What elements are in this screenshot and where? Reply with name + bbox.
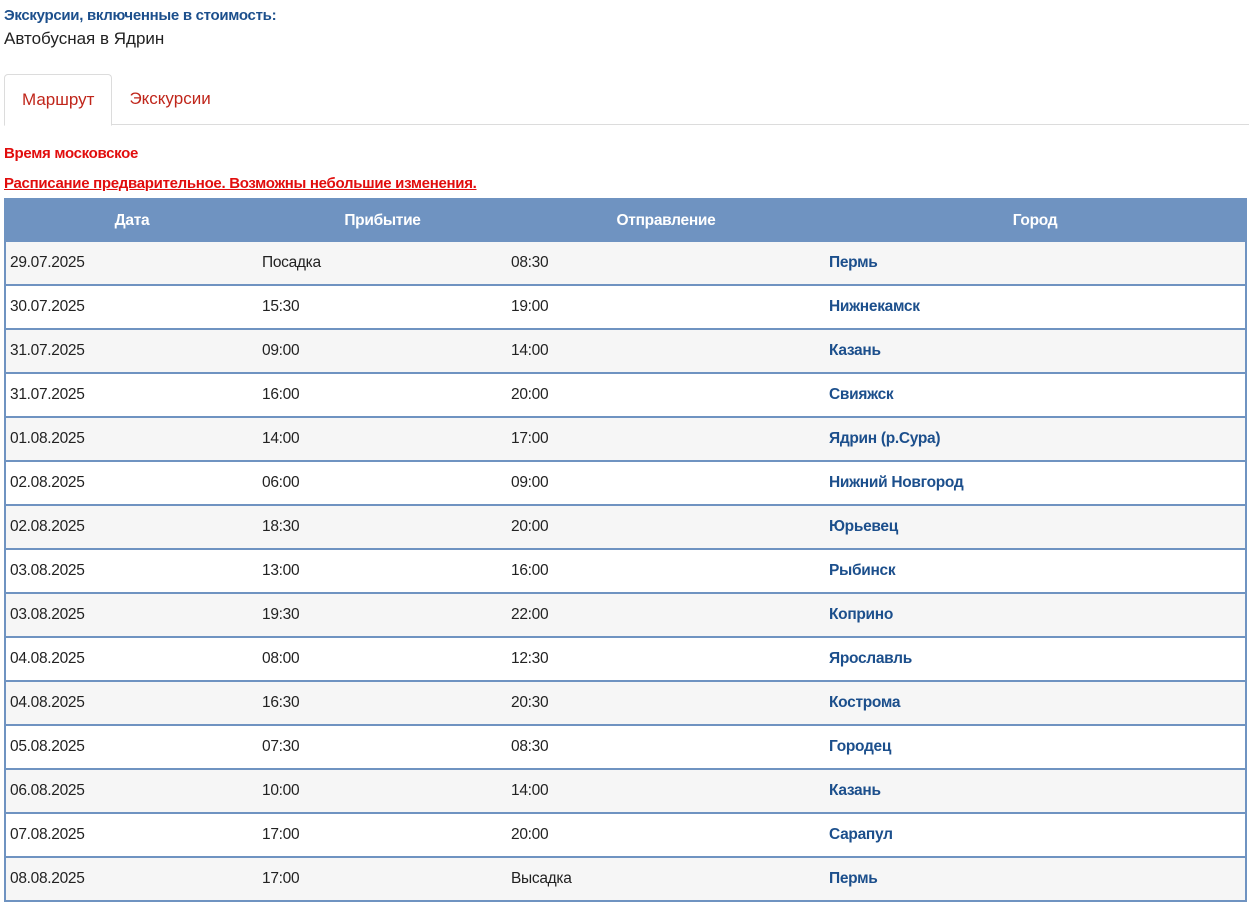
city-link[interactable]: Нижнекамск <box>829 298 920 315</box>
table-row <box>5 329 1246 373</box>
table-cell <box>5 725 258 769</box>
cell-arrival: 08:00 <box>262 650 300 667</box>
table-cell <box>507 461 825 505</box>
cell-departure: 20:00 <box>511 386 549 403</box>
cell-date: 07.08.2025 <box>10 826 85 843</box>
schedule-body <box>5 242 1246 901</box>
table-cell <box>507 417 825 461</box>
table-row <box>5 769 1246 813</box>
cell-departure: 20:30 <box>511 694 549 711</box>
table-cell <box>825 813 1246 857</box>
table-cell <box>507 769 825 813</box>
cell-departure: 20:00 <box>511 518 549 535</box>
table-cell <box>5 417 258 461</box>
table-row <box>5 242 1246 285</box>
cell-arrival: 19:30 <box>262 606 300 623</box>
table-cell <box>5 242 258 285</box>
cell-date: 03.08.2025 <box>10 562 85 579</box>
city-link[interactable]: Рыбинск <box>829 562 896 579</box>
table-cell <box>507 242 825 285</box>
city-link[interactable]: Казань <box>829 782 881 799</box>
city-link[interactable]: Нижний Новгород <box>829 474 964 491</box>
city-link[interactable]: Городец <box>829 738 892 755</box>
table-cell <box>825 417 1246 461</box>
cell-date: 08.08.2025 <box>10 870 85 887</box>
header-arrival: Прибытие <box>258 199 507 242</box>
table-cell <box>825 769 1246 813</box>
table-cell <box>258 769 507 813</box>
cell-arrival: 16:30 <box>262 694 300 711</box>
cell-departure: 20:00 <box>511 826 549 843</box>
table-cell <box>507 285 825 329</box>
table-cell <box>258 593 507 637</box>
table-cell <box>5 681 258 725</box>
table-cell <box>258 637 507 681</box>
cell-arrival: 14:00 <box>262 430 300 447</box>
table-row <box>5 285 1246 329</box>
tab-excursions[interactable]: Экскурсии <box>129 89 211 108</box>
table-cell <box>5 637 258 681</box>
city-link[interactable]: Кострома <box>829 694 901 711</box>
cell-departure: 14:00 <box>511 782 549 799</box>
cell-arrival: 13:00 <box>262 562 300 579</box>
cell-date: 31.07.2025 <box>10 386 85 403</box>
table-cell <box>5 813 258 857</box>
table-cell <box>258 461 507 505</box>
tab-bar <box>4 74 1249 125</box>
table-cell <box>825 329 1246 373</box>
cell-arrival: 17:00 <box>262 870 300 887</box>
city-link[interactable]: Ядрин (р.Сура) <box>829 430 941 447</box>
cell-date: 02.08.2025 <box>10 518 85 535</box>
cell-departure: 14:00 <box>511 342 549 359</box>
table-cell <box>5 769 258 813</box>
cell-date: 01.08.2025 <box>10 430 85 447</box>
included-excursions-title: Экскурсии, включенные в стоимость: <box>4 7 277 24</box>
header-departure: Отправление <box>507 199 825 242</box>
table-row <box>5 417 1246 461</box>
table-cell <box>507 549 825 593</box>
table-row <box>5 725 1246 769</box>
schedule-disclaimer: Расписание предварительное. Возможны небольшие изменения. <box>4 175 477 192</box>
cell-date: 02.08.2025 <box>10 474 85 491</box>
table-cell <box>258 857 507 901</box>
cell-date: 03.08.2025 <box>10 606 85 623</box>
table-cell <box>5 549 258 593</box>
table-cell <box>825 285 1246 329</box>
table-cell <box>825 857 1246 901</box>
table-cell <box>258 285 507 329</box>
cell-arrival: 10:00 <box>262 782 300 799</box>
city-link[interactable]: Сарапул <box>829 826 893 843</box>
cell-date: 06.08.2025 <box>10 782 85 799</box>
city-link[interactable]: Ярославль <box>829 650 912 667</box>
table-cell <box>507 813 825 857</box>
cell-arrival: 07:30 <box>262 738 300 755</box>
cell-departure: 22:00 <box>511 606 549 623</box>
table-cell <box>5 593 258 637</box>
timezone-note: Время московское <box>4 145 139 162</box>
cell-departure: 19:00 <box>511 298 549 315</box>
table-row <box>5 813 1246 857</box>
table-cell <box>507 681 825 725</box>
table-cell <box>5 857 258 901</box>
table-cell <box>5 285 258 329</box>
cell-departure: 09:00 <box>511 474 549 491</box>
table-header-row <box>5 199 1246 242</box>
cell-departure: 12:30 <box>511 650 549 667</box>
cell-arrival: 17:00 <box>262 826 300 843</box>
table-cell <box>825 593 1246 637</box>
table-cell <box>507 725 825 769</box>
cell-arrival: 18:30 <box>262 518 300 535</box>
table-cell <box>825 725 1246 769</box>
included-excursion-name: Автобусная в Ядрин <box>4 29 165 48</box>
table-cell <box>507 505 825 549</box>
cell-date: 04.08.2025 <box>10 650 85 667</box>
table-cell <box>258 549 507 593</box>
cell-date: 30.07.2025 <box>10 298 85 315</box>
city-link[interactable]: Пермь <box>829 870 878 887</box>
cell-departure: 17:00 <box>511 430 549 447</box>
header-city: Город <box>825 199 1246 242</box>
city-link[interactable]: Юрьевец <box>829 518 898 535</box>
cell-arrival: 15:30 <box>262 298 300 315</box>
table-cell <box>258 329 507 373</box>
table-row <box>5 593 1246 637</box>
table-cell <box>258 681 507 725</box>
table-cell <box>507 857 825 901</box>
table-cell <box>258 505 507 549</box>
table-row <box>5 637 1246 681</box>
cell-departure: Высадка <box>511 870 572 887</box>
table-cell <box>5 373 258 417</box>
table-row <box>5 461 1246 505</box>
tab-route[interactable]: Маршрут <box>4 74 112 126</box>
cell-departure: 16:00 <box>511 562 549 579</box>
cell-departure: 08:30 <box>511 254 549 271</box>
header-date: Дата <box>5 199 258 242</box>
cell-date: 04.08.2025 <box>10 694 85 711</box>
table-cell <box>825 637 1246 681</box>
table-cell <box>507 593 825 637</box>
table-cell <box>825 461 1246 505</box>
cell-arrival: 06:00 <box>262 474 300 491</box>
table-row <box>5 373 1246 417</box>
table-cell <box>825 505 1246 549</box>
table-row <box>5 549 1246 593</box>
cell-date: 05.08.2025 <box>10 738 85 755</box>
table-cell <box>507 329 825 373</box>
table-cell <box>5 461 258 505</box>
schedule-table <box>4 198 1247 902</box>
cell-date: 29.07.2025 <box>10 254 85 271</box>
table-row <box>5 505 1246 549</box>
table-cell <box>5 505 258 549</box>
cell-arrival: 09:00 <box>262 342 300 359</box>
table-cell <box>825 549 1246 593</box>
table-cell <box>258 813 507 857</box>
city-link[interactable]: Пермь <box>829 254 878 271</box>
table-row <box>5 681 1246 725</box>
table-cell <box>507 637 825 681</box>
table-cell <box>258 725 507 769</box>
table-cell <box>258 417 507 461</box>
table-cell <box>825 681 1246 725</box>
cell-departure: 08:30 <box>511 738 549 755</box>
city-link[interactable]: Коприно <box>829 606 894 623</box>
table-cell <box>825 373 1246 417</box>
cell-date: 31.07.2025 <box>10 342 85 359</box>
cell-arrival: 16:00 <box>262 386 300 403</box>
table-row <box>5 857 1246 901</box>
table-cell <box>507 373 825 417</box>
table-cell <box>5 329 258 373</box>
table-cell <box>258 373 507 417</box>
table-cell <box>258 242 507 285</box>
city-link[interactable]: Казань <box>829 342 881 359</box>
table-cell <box>825 242 1246 285</box>
city-link[interactable]: Свияжск <box>829 386 894 403</box>
cell-arrival: Посадка <box>262 254 321 271</box>
